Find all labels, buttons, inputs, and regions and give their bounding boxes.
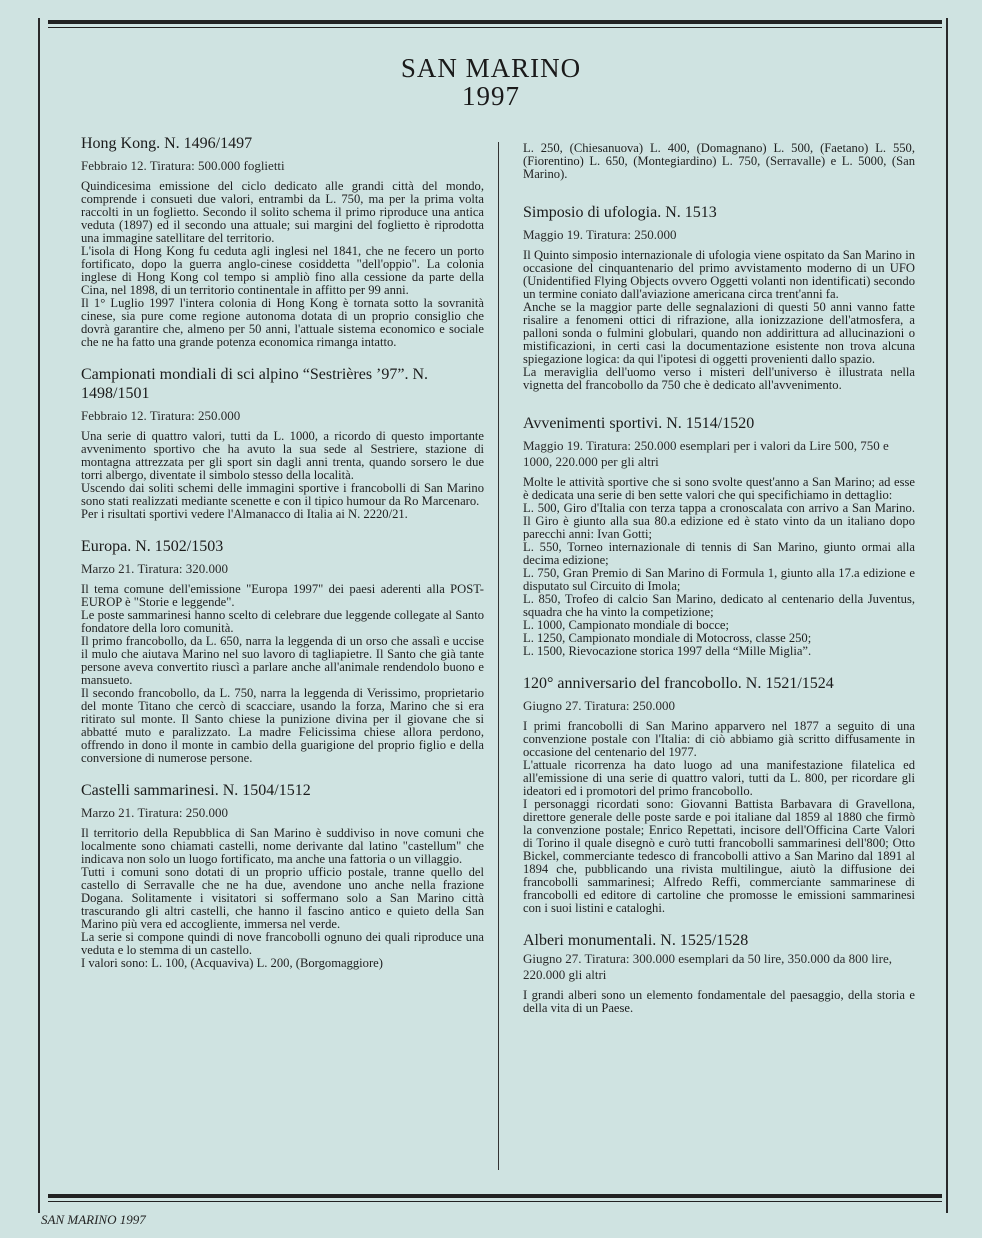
paragraph: Anche se la maggior parte delle segnalazioni di questi 50 anni vanno fatte risalire a fenomeni ottici di rifrazione, alla ionizzazione dell'atmosfera, a palloni sonda o fulmini globulari, quando non addirittura ad allucinazioni o mistificazioni, in certi casi la documentazione esistente non trova alcuna spiegazione logica: da qui l'ipotesi di oggetti provenienti dallo spazio. [523,300,915,366]
title-country: SAN MARINO [400,53,582,83]
section-heading: Avvenimenti sportivi. N. 1514/1520 [523,415,755,432]
section-meta: Maggio 19. Tiratura: 250.000 esemplari per i valori da Lire 500, 750 e 1000, 220.000 per gli altri [523,438,889,469]
paragraph: L'attuale ricorrenza ha dato luogo ad una manifestazione filatelica ed all'emissione di una serie di quattro valori, tutti da L. 800, per ricordare gli ideatori ed i promotori del primo francobollo. [523,758,915,798]
section-meta: Febbraio 12. Tiratura: 500.000 foglietti [81,158,285,173]
paragraph: Il 1° Luglio 1997 l'intera colonia di Hong Kong è tornata sotto la sovranità cinese, sia pure come regione autonoma dotata di un proprio consiglio che dovrà garantire che, almeno per 50 anni, l'attuale sistema economico e sociale che ne ha fatto una grande potenza economica rimanga intatto. [81,296,484,349]
list-item: L. 750, Gran Premio di San Marino di Formula 1, giunto alla 17.a edizione e disputato sul Circuito di Imola; [523,566,915,593]
paragraph: I valori sono: L. 100, (Acquaviva) L. 200, (Borgomaggiore) [81,956,383,970]
right-frame-line [946,18,948,1213]
list-item: L. 1250, Campionato mondiale di Motocross, classe 250; [523,631,812,645]
list-item: L. 850, Trofeo di calcio San Marino, dedicato al centenario della Juventus, squadra che ha vinto la competizione; [523,592,915,619]
list-item: L. 1000, Campionato mondiale di bocce; [523,618,730,632]
section-europa [81,537,484,765]
title-year: 1997 [462,81,520,111]
section-sci-alpino [81,365,484,521]
list-item: L. 1500, Rievocazione storica 1997 della “Mille Miglia”. [523,644,812,658]
paragraph: Uscendo dai soliti schemi delle immagini sportive i francobolli di San Marino sono stati realizzati mediante scenette e con il tipico humour da Ro Marcenaro. [81,481,484,508]
section-meta: Maggio 19. Tiratura: 250.000 [523,227,677,242]
section-alberi [523,931,915,1015]
paragraph: Il tema comune dell'emissione "Europa 1997" dei paesi aderenti alla POST-EUROP è "Storie e leggende". [81,582,484,609]
paragraph: Quindicesima emissione del ciclo dedicato alle grandi città del mondo, comprende i consueti due valori, entrambi da L. 750, ma per la prima volta raccolti in un foglietto. Secondo il solito schema il primo riproduce una antica veduta (1897) ed il secondo una attuale; sui margini del foglietto è riprodotta una immagine satellitare del territorio. [81,179,484,245]
left-column [81,134,484,970]
paragraph: Il secondo francobollo, da L. 750, narra la leggenda di Verissimo, proprietario del monte Titano che cercò di scacciare, usando la forza, Marino che si era ritirato sul monte. Il Santo chiese la punizione divina per il giovane che si abbatté muto e paralizzato. La madre Felicissima chiese allora perdono, offrendo in dono il monte in cambio della guarigione del proprio figlio e della conversione di numerose persone. [81,686,484,765]
page-title [0,54,982,110]
section-meta: Febbraio 12. Tiratura: 250.000 [81,408,241,423]
column-divider [498,142,499,1170]
section-anniversario [523,674,915,915]
paragraph: Le poste sammarinesi hanno scelto di celebrare due leggende collegate al Santo fondatore della loro comunità. [81,608,484,635]
section-heading: Campionati mondiali di sci alpino “Sestrières ’97”. N. 1498/1501 [81,366,429,402]
section-ufologia [523,203,915,392]
section-heading: Alberi monumentali. N. 1525/1528 [523,932,749,949]
right-column [523,142,915,1015]
list-item: L. 500, Giro d'Italia con terza tappa a cronoscalata con arrivo a San Marino. Il Giro è giunto alla sua 80.a edizione ed è stato vinto da un italiano dopo parecchi anni: Ivan Gotti; [523,501,915,541]
section-meta: Marzo 21. Tiratura: 320.000 [81,561,228,576]
paragraph: I primi francobolli di San Marino apparvero nel 1877 a seguito di una convenzione postale con l'Italia: di ciò abbiamo già scritto diffusamente in occasione del centenario del 1977. [523,719,915,759]
paragraph: Molte le attività sportive che si sono svolte quest'anno a San Marino; ad esse è dedicata una serie di ben sette valori che qui specifichiamo in dettaglio: [523,475,915,502]
section-meta: Giugno 27. Tiratura: 300.000 esemplari da 50 lire, 350.000 da 800 lire, 220.000 gli altri [523,951,893,982]
paragraph: I personaggi ricordati sono: Giovanni Battista Barbavara di Gravellona, direttore generale delle poste sarde e poi italiane dal 1859 al 1880 che firmò la convenzione postale; Enrico Repettati, incisore dell'Officina Carte Valori di Torino il quale disegnò e curò tutti francobolli sammarinesi dell'800; Otto Bickel, commerciante tedesco di francobolli attivo a San Marino dal 1891 al 1894 che, pubblicando una rivista multilingue, aiutò la diffusione dei francobolli sammarinesi; Alfredo Reffi, commerciante sammarinese di francobolli ed editore di cartoline che promosse le emissioni sammarinesi con i suoi listini e cataloghi. [523,797,915,915]
section-heading: Europa. N. 1502/1503 [81,538,224,555]
paragraph: I grandi alberi sono un elemento fondamentale del paesaggio, della storia e della vita di un Paese. [523,988,915,1015]
page-footer: SAN MARINO 1997 [41,1212,146,1227]
paragraph: Per i risultati sportivi vedere l'Almanacco di Italia ai N. 2220/21. [81,507,408,521]
section-avvenimenti-sportivi [523,414,915,658]
paragraph: Il primo francobollo, da L. 650, narra la leggenda di un orso che assalì e uccise il mulo che aiutava Marino nel suo lavoro di tagliapietre. Il Santo che già tante persone aveva convertito riuscì a parlare anche all'animale rendendolo buono e mansueto. [81,634,484,687]
paragraph: Tutti i comuni sono dotati di un proprio ufficio postale, tranne quello del castello di Serravalle che ne ha due, avendone uno anche nella frazione Dogana. Solitamente i visitatori si soffermano solo a San Marino città trascurando gli altri castelli, che hanno il fascino antico e quieto della San Marino più vera ed accogliente, immersa nel verde. [81,865,484,931]
list-item: L. 550, Torneo internazionale di tennis di San Marino, giunto ormai alla decima edizione; [523,540,915,567]
section-castelli [81,781,484,970]
section-meta: Marzo 21. Tiratura: 250.000 [81,805,228,820]
left-frame-line [38,18,40,1213]
paragraph-continuation: L. 250, (Chiesanuova) L. 400, (Domagnano) L. 500, (Faetano) L. 550, (Fiorentino) L. 650, (Montegiardino) L. 750, (Serravalle) e L. 5000, (San Marino). [523,141,915,181]
section-heading: Castelli sammarinesi. N. 1504/1512 [81,782,311,799]
section-heading: Hong Kong. N. 1496/1497 [81,135,253,152]
paragraph: L'isola di Hong Kong fu ceduta agli inglesi nel 1841, che ne fecero un porto fortificato, dopo la guerra anglo-cinese cosiddetta "dell'oppio". La colonia inglese di Hong Kong col tempo si ampliò fino alla cessione da parte della Cina, nel 1898, di un territorio continentale in affitto per 99 anni. [81,244,484,297]
paragraph: Il territorio della Repubblica di San Marino è suddiviso in nove comuni che localmente sono chiamati castelli, nome derivante dal latino "castellum" che indicava non solo un luogo fortificato, ma anche una fattoria o un villaggio. [81,826,484,866]
section-hong-kong [81,134,484,349]
section-heading: Simposio di ufologia. N. 1513 [523,204,717,221]
paragraph: La meraviglia dell'uomo verso i misteri dell'universo è illustrata nella vignetta del francobollo da 750 che è dedicato all'avvenimento. [523,365,915,392]
paragraph: La serie si compone quindi di nove francobolli ognuno dei quali riproduce una veduta e lo stemma di un castello. [81,930,484,957]
paragraph: Una serie di quattro valori, tutti da L. 1000, a ricordo di questo importante avvenimento sportivo che ha avuto la sua sede al Sestriere, stazione di montagna attrezzata per gli sport sin dagli anni trenta, quando sorsero le due torri albergo, diventate il simbolo stesso della località. [81,429,484,482]
top-double-rule [48,20,942,28]
section-meta: Giugno 27. Tiratura: 250.000 [523,698,676,713]
paragraph: Il Quinto simposio internazionale di ufologia viene ospitato da San Marino in occasione del cinquantenario del primo avvistamento moderno di un UFO (Unidentified Flying Objects ovvero Oggetti volanti non identificati) secondo un termine coniato dall'aviazione americana circa trent'anni fa. [523,248,915,301]
section-heading: 120° anniversario del francobollo. N. 1521/1524 [523,675,834,692]
bottom-double-rule [48,1194,942,1202]
